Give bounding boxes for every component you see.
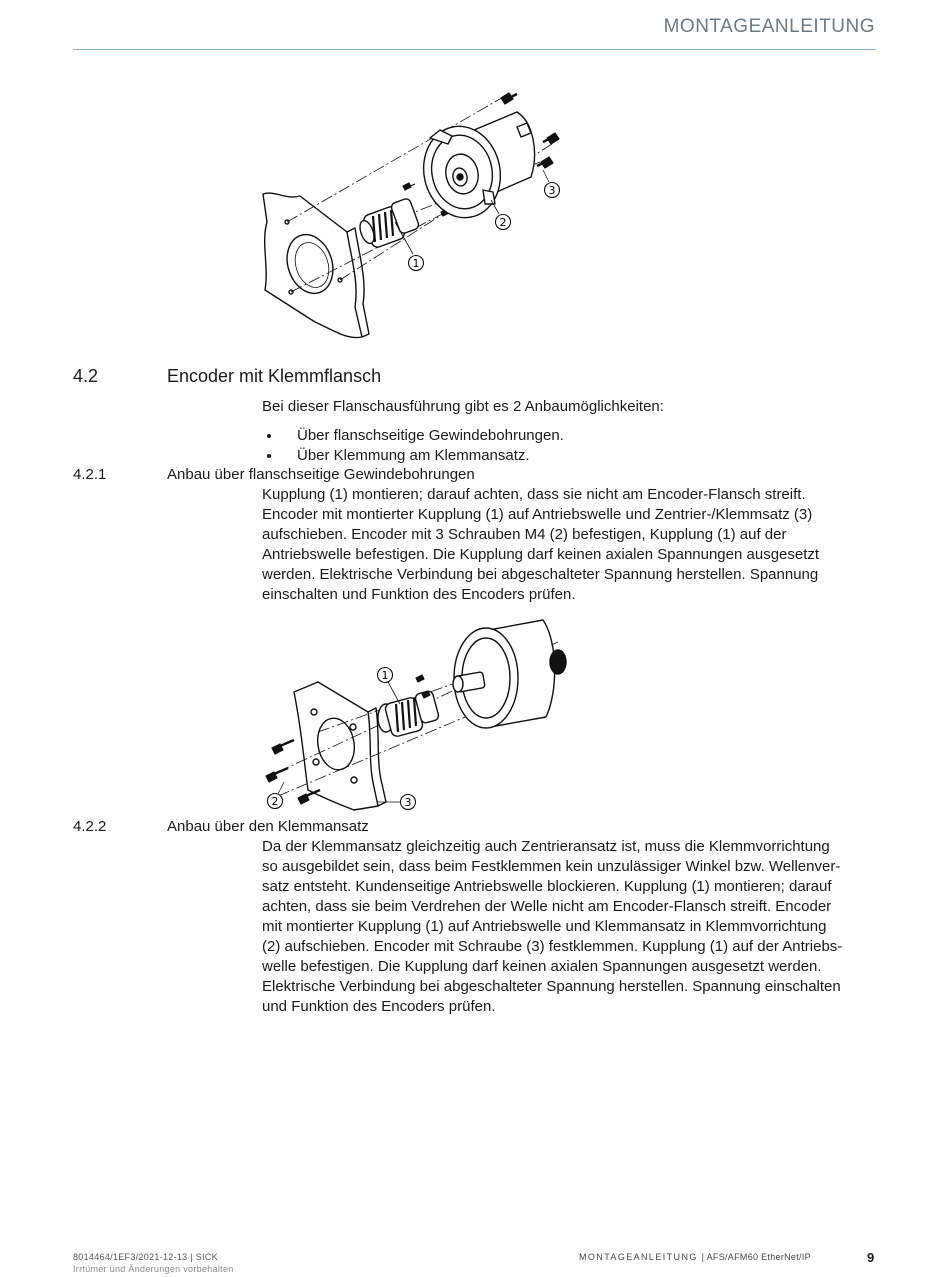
footer-doc-type: MONTAGEANLEITUNG <box>579 1252 698 1262</box>
footer-doc-id: 8014464/1EF3/2021-12-13 | SICK <box>73 1252 218 1262</box>
body-line: achten, dass sie beim Verdrehen der Welle nicht am Encoder-Flansch streift. Encoder <box>262 898 832 915</box>
body-line: (2) aufschieben. Encoder mit Schraube (3) festklemmen. Kupplung (1) auf der Antriebs- <box>262 938 843 955</box>
body-line: werden. Elektrische Verbindung bei abgeschalteter Spannung herstellen. Spannung <box>262 566 819 583</box>
header-title: MONTAGEANLEITUNG <box>663 16 875 37</box>
list-item: Über Klemmung am Klemmansatz. <box>262 446 564 466</box>
header-divider <box>73 49 876 50</box>
section-number: 4.2 <box>73 366 99 386</box>
footer-left <box>73 1251 234 1275</box>
encoder-body <box>415 112 534 225</box>
subsection-body <box>262 485 862 605</box>
coupling <box>378 690 440 737</box>
body-line: Da der Klemmansatz gleichzeitig auch Zentrieransatz ist, muss die Klemmvorrichtung <box>262 838 830 855</box>
subsection-number: 4.2.1 <box>73 466 107 483</box>
body-line: so ausgebildet sein, dass beim Festklemmen kein unzulässiger Winkel bzw. Wellenver- <box>262 858 841 875</box>
figure-exploded-view-clamping-collar <box>258 612 583 814</box>
mounting-plate <box>294 682 378 810</box>
callout-1: 1 <box>412 257 420 270</box>
footer-disclaimer: Irrtümer und Änderungen vorbehalten <box>73 1264 234 1274</box>
section-intro: Bei dieser Flanschausführung gibt es 2 Anbaumöglichkeiten: <box>262 398 664 415</box>
body-line: aufschieben. Encoder mit 3 Schrauben M4 (2) befestigen, Kupplung (1) auf der <box>262 526 787 543</box>
body-line: mit montierter Kupplung (1) auf Antriebswelle und Klemmansatz in Klemmvorrichtung <box>262 918 827 935</box>
body-line: und Funktion des Encoders prüfen. <box>262 998 496 1015</box>
mounting-plate <box>263 193 362 338</box>
subsection-number: 4.2.2 <box>73 818 107 835</box>
callout-2: 2 <box>271 795 279 808</box>
subsection-title: Anbau über den Klemmansatz <box>167 818 369 835</box>
callout-3: 3 <box>548 184 556 197</box>
figure-exploded-view-threaded-holes <box>255 82 575 342</box>
body-line: Antriebswelle befestigen. Die Kupplung darf keinen axialen Spannungen ausgesetzt <box>262 546 820 563</box>
body-line: Encoder mit montierter Kupplung (1) auf Antriebswelle und Zentrier-/Klemmsatz (3) <box>262 506 813 523</box>
callout-2: 2 <box>499 216 507 229</box>
subsection-title: Anbau über flanschseitige Gewindebohrungen <box>167 466 475 483</box>
body-line: satz entsteht. Kundenseitige Antriebswelle blockieren. Kupplung (1) montieren; darauf <box>262 878 832 895</box>
list-item: Über flanschseitige Gewindebohrungen. <box>262 426 564 446</box>
bullet-list <box>262 426 564 465</box>
page-number: 9 <box>867 1250 875 1265</box>
footer-product: | AFS/AFM60 EtherNet/IP <box>701 1252 811 1262</box>
body-line: welle befestigen. Die Kupplung darf keinen axialen Spannungen ausgesetzt werden. <box>262 958 822 975</box>
callout-3: 3 <box>404 796 412 809</box>
body-line: Elektrische Verbindung bei abgeschalteter Spannung herstellen. Spannung einschalten <box>262 978 841 995</box>
subsection-body <box>262 837 874 1017</box>
callout-1: 1 <box>381 669 389 682</box>
coupling <box>357 198 420 249</box>
body-line: einschalten und Funktion des Encoders prüfen. <box>262 586 576 603</box>
body-line: Kupplung (1) montieren; darauf achten, dass sie nicht am Encoder-Flansch streift. <box>262 486 806 503</box>
section-title: Encoder mit Klemmflansch <box>167 366 382 386</box>
encoder-body <box>453 620 566 728</box>
footer-doc-title <box>579 1252 811 1262</box>
